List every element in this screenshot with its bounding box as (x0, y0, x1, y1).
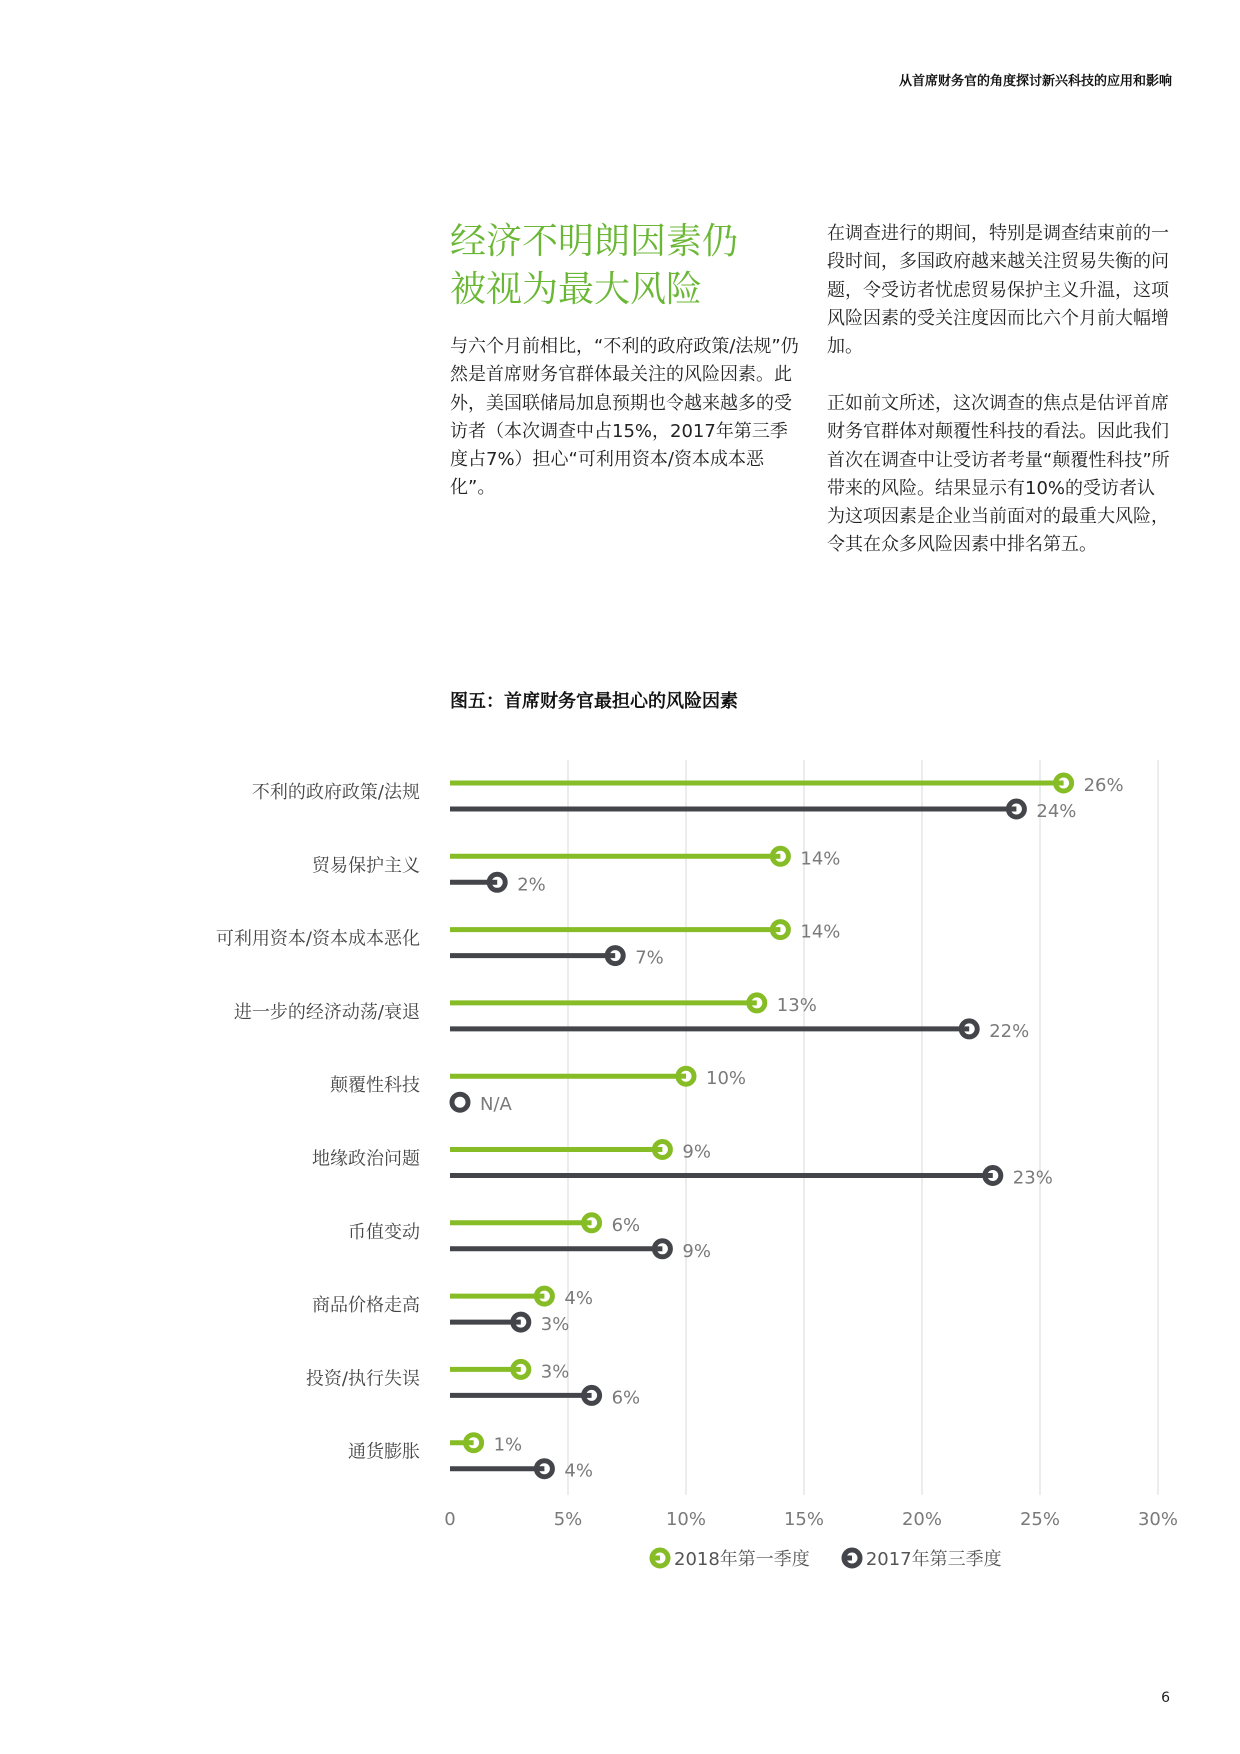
data-label: 2% (517, 874, 546, 896)
intro-paragraph: 与六个月前相比，“不利的政府政策/法规”仍然是首席财务官群体最关注的风险因素。此外，美国联储局加息预期也令越来越多的受访者（本次调查中占15%，2017年第三季度占7%）担心“可利用资本/资本成本恶化”。 (450, 336, 799, 499)
chart-legend (648, 1545, 1002, 1571)
x-tick-label: 20% (901, 1509, 943, 1530)
category-label: 投资/执行失误 (305, 1368, 420, 1390)
data-label: 9% (682, 1141, 711, 1163)
x-tick-label: 30% (1137, 1509, 1179, 1530)
data-label: 10% (706, 1068, 747, 1090)
category-label: 可利用资本/资本成本恶化 (215, 928, 420, 950)
legend-label-2018: 2018年第一季度 (674, 1549, 810, 1570)
page-number: 6 (1161, 1690, 1170, 1706)
x-tick-label: 15% (783, 1509, 825, 1530)
bar-end-marker (452, 1094, 468, 1110)
figure-title: 图五：首席财务官最担心的风险因素 (450, 691, 738, 712)
category-label: 币值变动 (348, 1221, 420, 1243)
data-label: N/A (480, 1094, 512, 1116)
data-label: 26% (1083, 775, 1124, 796)
x-tick-label: 5% (553, 1509, 583, 1530)
data-label: 24% (1036, 801, 1077, 822)
running-header: 从首席财务官的角度探讨新兴科技的应用和影响 (898, 74, 1172, 89)
data-label: 6% (611, 1387, 641, 1409)
data-label: 22% (989, 1020, 1030, 1042)
category-label: 不利的政府政策/法规 (251, 782, 420, 803)
disruptive-tech-paragraph: 正如前文所述，这次调查的焦点是估评首席财务官群体对颠覆性科技的看法。因此我们首次在调查中让受访者考量“颠覆性科技”所带来的风险。结果显示有10%的受访者认为这项因素是企业当前面对的最重大风险，令其在众多风险因素中排名第五。 (827, 393, 1170, 556)
category-label: 贸易保护主义 (312, 855, 420, 877)
data-label: 3% (540, 1314, 570, 1336)
category-label: 颠覆性科技 (330, 1075, 420, 1097)
data-label: 9% (682, 1240, 711, 1262)
legend-marker-2018-icon (648, 1546, 672, 1570)
category-label: 进一步的经济动荡/衰退 (233, 1001, 420, 1023)
data-label: 4% (564, 1288, 593, 1310)
data-label: 14% (800, 921, 841, 943)
legend-label-2017: 2017年第三季度 (865, 1549, 1002, 1570)
trade-paragraph: 在调查进行的期间，特别是调查结束前的一段时间，多国政府越来越关注贸易失衡的问题，令受访者忧虑贸易保护主义升温，这项风险因素的受关注度因而比六个月前大幅增加。 (827, 223, 1169, 358)
data-label: 13% (776, 994, 817, 1016)
x-tick-label: 25% (1019, 1509, 1061, 1530)
data-label: 3% (540, 1361, 570, 1383)
x-tick-label: 0 (444, 1509, 456, 1530)
data-label: 6% (611, 1214, 641, 1236)
x-tick-label: 10% (665, 1509, 707, 1530)
data-label: 4% (564, 1460, 593, 1482)
category-label: 通货膨胀 (348, 1441, 420, 1463)
data-label: 7% (635, 947, 664, 969)
legend-item-2017 (840, 1545, 1002, 1571)
data-label: 14% (800, 848, 841, 870)
data-label: 1% (493, 1434, 523, 1456)
legend-marker-2017-icon (840, 1546, 864, 1570)
section-title-line-2: 被视为最大风险 (450, 269, 703, 310)
category-label: 商品价格走高 (312, 1295, 420, 1317)
legend-item-2018 (648, 1545, 810, 1571)
category-label: 地缘政治问题 (312, 1148, 420, 1170)
section-title-line-1: 经济不明朗因素仍 (450, 221, 739, 262)
data-label: 23% (1012, 1167, 1053, 1189)
